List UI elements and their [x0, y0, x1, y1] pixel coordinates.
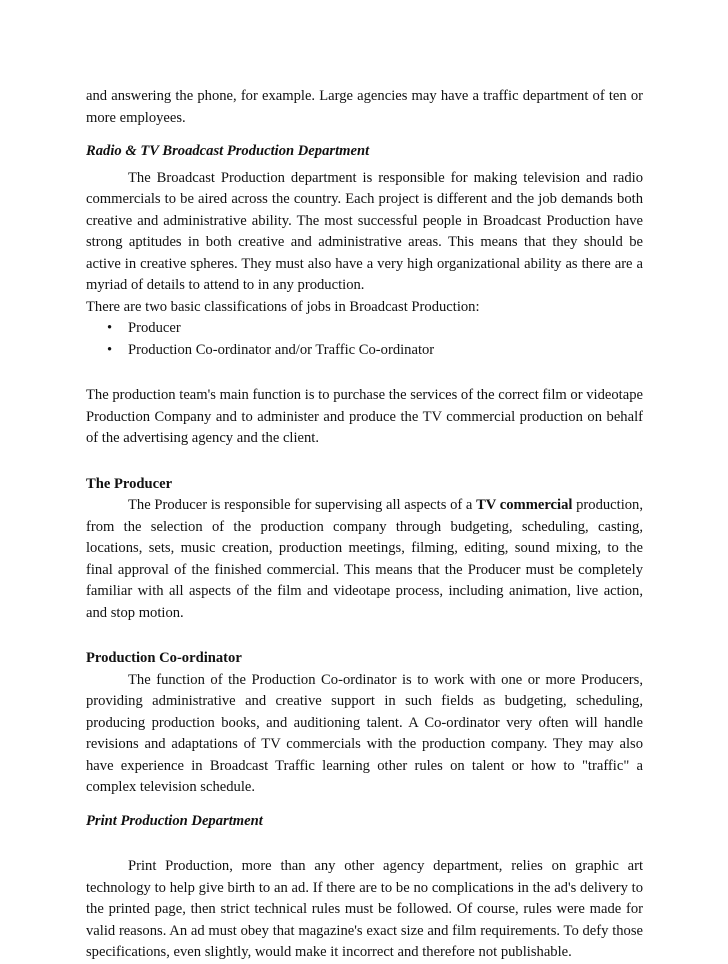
- list-item: [107, 318, 643, 340]
- coordinator-heading: Production Co-ordinator: [86, 650, 242, 666]
- producer-text-end: production, from the selection of the production company through budgeting, scheduling, casting, locations, sets, music creation, production meetings, filming, editing, sound mixing, to the final approval of the finished commercial. This means that the Producer must be completely familiar with all aspects of the film and videotape process, including animation, live action, and stop motion.: [86, 497, 643, 621]
- intro-paragraph: and answering the phone, for example. Large agencies may have a traffic department of ten or more employees.: [86, 88, 643, 126]
- print-heading: Print Production Department: [86, 812, 263, 829]
- document-page: [86, 86, 643, 964]
- coordinator-paragraph: The function of the Production Co-ordinator is to work with one or more Producers, providing administrative and creative support in such fields as budgeting, scheduling, producing production books, and auditioning talent. A Co-ordinator very often will handle revisions and adaptations of TV commercials with the production company. They may also have experience in Broadcast Traffic learning other rules on talent or how to "traffic" a complex television schedule.: [86, 671, 643, 795]
- job-classification-list: [86, 318, 643, 361]
- print-paragraph: Print Production, more than any other agency department, relies on graphic art technology to help give birth to an ad. If there are to be no complications in the ad's delivery to the printed page, then strict technical rules must be followed. Of course, rules were made for valid reasons. An ad must obey that magazine's exact size and film requirements. To defy those specifications, even slightly, would make it incorrect and therefore not publishable.: [86, 858, 643, 960]
- broadcast-heading: Radio & TV Broadcast Production Department: [86, 143, 370, 159]
- list-item: [107, 340, 643, 362]
- broadcast-classifications-intro: There are two basic classifications of jobs in Broadcast Production:: [86, 298, 480, 315]
- producer-heading: The Producer: [86, 475, 173, 492]
- producer-text-start: The Producer is responsible for supervising all aspects of a: [128, 497, 477, 513]
- bullet-icon: •: [107, 320, 113, 336]
- bullet-icon: •: [107, 341, 113, 358]
- broadcast-paragraph: The Broadcast Production department is responsible for making television and radio commercials to be aired across the country. Each project is different and the job demands both creative and administrative ability. The most successful people in Broadcast Production have strong aptitudes in both creative and administrative areas. This means that they should be active in creative spheres. They must also have a very high organizational ability as there are a myriad of details to attend to in any production.: [86, 169, 643, 293]
- list-item-label: Production Co-ordinator and/or Traffic Co-ordinator: [128, 341, 435, 358]
- producer-text-bold: TV commercial: [476, 497, 573, 513]
- list-item-label: Producer: [128, 320, 181, 336]
- producer-paragraph: [86, 495, 643, 624]
- production-team-paragraph: The production team's main function is to purchase the services of the correct film or videotape Production Company and to administer and produce the TV commercial production on behalf of the advertising agency and the client.: [86, 387, 643, 446]
